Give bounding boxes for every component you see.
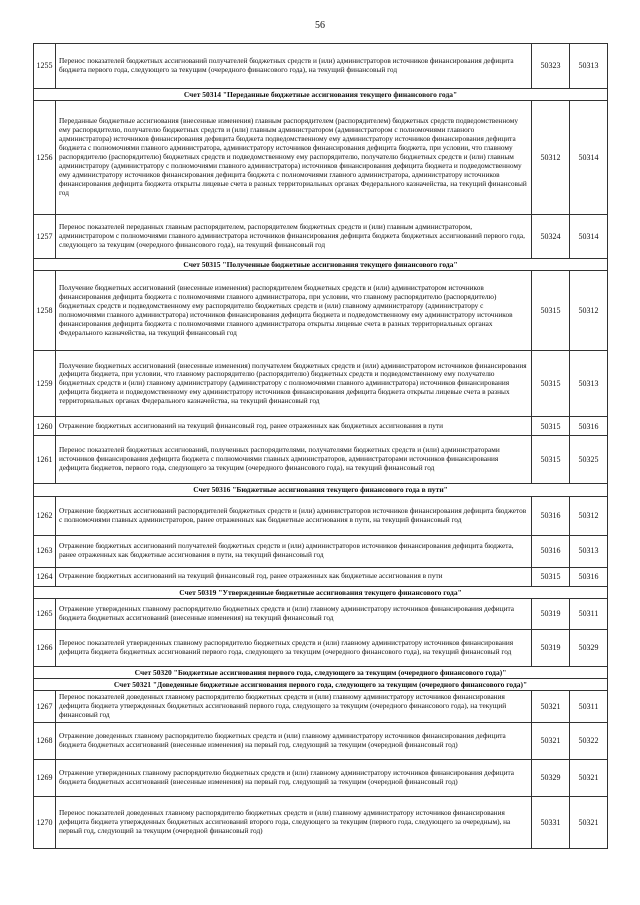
credit-account: 50313: [570, 351, 608, 417]
section-title: Счет 50321 "Доведенные бюджетные ассигнования первого года, следующего за текущим (очередного финансового года)": [34, 679, 608, 691]
entry-number: 1258: [34, 271, 56, 351]
section-header-row: [34, 679, 608, 691]
credit-account: 50311: [570, 691, 608, 723]
entry-description: Перенос показателей бюджетных ассигнований получателей бюджетных средств и (или) администраторов источников финансирования дефицита бюджета первого года, следующего за текущим (очередного финансового года), на текущий финансовый год: [56, 44, 532, 89]
section-title: Счет 50320 "Бюджетные ассигнования первого года, следующего за текущим (очередного финансового года)": [34, 666, 608, 678]
entry-number: 1257: [34, 215, 56, 259]
entry-description: Отражение бюджетных ассигнований на текущий финансовый год, ранее отраженных как бюджетных ассигнования в пути: [56, 417, 532, 436]
debit-account: 50316: [532, 496, 570, 535]
credit-account: 50316: [570, 417, 608, 436]
debit-account: 50321: [532, 691, 570, 723]
entry-number: 1269: [34, 760, 56, 797]
table-row: [34, 567, 608, 586]
table-row: [34, 629, 608, 666]
table-row: [34, 436, 608, 484]
entry-description: Перенос показателей доведенных главному распорядителю бюджетных средств и (или) главному администратору источников финансирования дефицита бюджета утвержденных бюджетных ассигнований второго года, следующего за текущим (первого года, следующего за очередным), на первый год, следующий за текущим (очередной финансовый год): [56, 797, 532, 849]
debit-account: 50324: [532, 215, 570, 259]
entry-number: 1270: [34, 797, 56, 849]
entry-number: 1264: [34, 567, 56, 586]
debit-account: 50315: [532, 351, 570, 417]
page-number: 56: [315, 20, 325, 31]
credit-account: 50314: [570, 101, 608, 215]
table-row: [34, 535, 608, 567]
debit-account: 50331: [532, 797, 570, 849]
credit-account: 50321: [570, 760, 608, 797]
entry-description: Отражение бюджетных ассигнований на текущий финансовый год, ранее отраженных как бюджетные ассигнования в пути: [56, 567, 532, 586]
credit-account: 50314: [570, 215, 608, 259]
entry-description: Перенос показателей бюджетных ассигнований, полученных распорядителями, получателями бюджетных средств и (или) администраторами источников финансирования дефицита бюджета с полномочиями главных администраторов, администраторами источников финансирования дефицита бюджетов, первого года, следующего за текущим (очередного финансового года), на текущий финансовый год: [56, 436, 532, 484]
entry-number: 1255: [34, 44, 56, 89]
credit-account: 50325: [570, 436, 608, 484]
table-row: [34, 760, 608, 797]
debit-account: 50312: [532, 101, 570, 215]
entry-number: 1266: [34, 629, 56, 666]
entry-number: 1259: [34, 351, 56, 417]
entry-number: 1260: [34, 417, 56, 436]
section-title: Счет 50319 "Утвержденные бюджетные ассигнования текущего финансового года": [34, 586, 608, 598]
entry-number: 1265: [34, 598, 56, 629]
debit-account: 50315: [532, 417, 570, 436]
debit-account: 50315: [532, 567, 570, 586]
credit-account: 50312: [570, 271, 608, 351]
debit-account: 50319: [532, 629, 570, 666]
table-row: [34, 215, 608, 259]
entry-description: Переданные бюджетные ассигнования (внесенные изменения) главным распорядителем (распорядителем) бюджетных средств подведомственному ему распорядителю, получателю бюджетных средств и (или) главным администратором (администратором с полномочиями главного администратора) источников финансирования дефицита бюджета подведомственному ему администратору источников финансирования дефицита бюджета с полномочиями главного администратора, администратору источников финансирования дефицита бюджета, при условии, что главному распорядителю (распорядителю) бюджетных средств и подведомственному ему распорядителю, получателю бюджетных средств и (или) главным администратору (администратору с полномочиями главного администратора) источников финансирования дефицита бюджета и подведомственному ему администратору источников финансирования дефицита бюджета с полномочиями главного администратора, администратору источников финансирования дефицита бюджета открыты лицевые счета в разных территориальных органах Федерального казначейства, на текущий финансовый год: [56, 101, 532, 215]
section-title: Счет 50316 "Бюджетные ассигнования текущего финансового года в пути": [34, 484, 608, 496]
debit-account: 50319: [532, 598, 570, 629]
credit-account: 50316: [570, 567, 608, 586]
section-header-row: [34, 586, 608, 598]
table-row: [34, 271, 608, 351]
credit-account: 50322: [570, 723, 608, 760]
credit-account: 50312: [570, 496, 608, 535]
section-header-row: [34, 666, 608, 678]
table-row: [34, 797, 608, 849]
entry-number: 1261: [34, 436, 56, 484]
debit-account: 50329: [532, 760, 570, 797]
table-row: [34, 496, 608, 535]
debit-account: 50316: [532, 535, 570, 567]
debit-account: 50315: [532, 271, 570, 351]
entry-description: Перенос показателей доведенных главному распорядителю бюджетных средств и (или) главному администратору источников финансирования дефицита бюджета утвержденных бюджетных ассигнований первого года, следующего за текущим (очередного финансового года), на текущий финансовый год: [56, 691, 532, 723]
entry-number: 1263: [34, 535, 56, 567]
entry-number: 1262: [34, 496, 56, 535]
debit-account: 50315: [532, 436, 570, 484]
section-title: Счет 50314 "Переданные бюджетные ассигнования текущего финансового года": [34, 89, 608, 101]
entry-description: Перенос показателей утвержденных главному распорядителю бюджетных средств и (или) главному администратору источников финансирования дефицита бюджета бюджетных ассигнований первого года, следующего за текущим (очередного финансового года), на текущий финансовый год: [56, 629, 532, 666]
table-row: [34, 351, 608, 417]
table-row: [34, 417, 608, 436]
table-row: [34, 691, 608, 723]
table-row: [34, 723, 608, 760]
section-header-row: [34, 484, 608, 496]
entry-description: Получение бюджетных ассигнований (внесенные изменения) распорядителем бюджетных средств и (или) администратором источников финансирования дефицита бюджета с полномочиями главного администратора, при условии, что главному распорядителю (распорядителю) бюджетных средств и подведомственному ему распорядителю бюджетных средств и (или) главному администратору (администратору с полномочиями главного администратора) источников финансирования дефицита бюджета и подведомственному ему администратору источников финансирования дефицита бюджета с полномочиями главного администратора открыты лицевые счета в разных территориальных органах Федерального казначейства, на текущий финансовый год: [56, 271, 532, 351]
table-row: [34, 101, 608, 215]
debit-account: 50323: [532, 44, 570, 89]
credit-account: 50329: [570, 629, 608, 666]
table-row: [34, 44, 608, 89]
entry-number: 1267: [34, 691, 56, 723]
section-title: Счет 50315 "Полученные бюджетные ассигнования текущего финансового года": [34, 259, 608, 271]
section-header-row: [34, 89, 608, 101]
credit-account: 50311: [570, 598, 608, 629]
entry-description: Перенос показателей переданных главным распорядителем, распорядителем бюджетных средств и (или) главным администратором, администратором с полномочиями главного администратора источников финансирования дефицита бюджета бюджетных ассигнований первого года, следующего за текущим (очередного финансового года), на текущий финансовый год: [56, 215, 532, 259]
section-header-row: [34, 259, 608, 271]
entry-description: Отражение утвержденных главному распорядителю бюджетных средств и (или) главному администратору источников финансирования дефицита бюджета бюджетных ассигнований (внесенные изменения) на текущий финансовый год: [56, 598, 532, 629]
entry-number: 1256: [34, 101, 56, 215]
entry-description: Отражение бюджетных ассигнований получателей бюджетных средств и (или) администраторов источников финансирования дефицита бюджета, ранее отраженных как бюджетные ассигнования в пути, на текущий финансовый год: [56, 535, 532, 567]
entry-description: Отражение доведенных главному распорядителю бюджетных средств и (или) главному администратору источников финансирования дефицита бюджета бюджетных ассигнований (внесенные изменения) на первый год, следующий за текущим (очередной финансовый год): [56, 723, 532, 760]
entry-description: Отражение бюджетных ассигнований распорядителей бюджетных средств и (или) администраторов источников финансирования дефицита бюджетов с полномочиями главных администраторов, ранее отраженных как бюджетные ассигнования в пути, на текущий финансовый год: [56, 496, 532, 535]
accounting-entries-table: [33, 43, 608, 849]
debit-account: 50321: [532, 723, 570, 760]
credit-account: 50313: [570, 44, 608, 89]
entry-description: Отражение утвержденных главному распорядителю бюджетных средств и (или) главному администратору источников финансирования дефицита бюджета бюджетных ассигнований (внесенные изменения) на первый год, следующий за текущим (очередной финансовый год): [56, 760, 532, 797]
table-row: [34, 598, 608, 629]
credit-account: 50321: [570, 797, 608, 849]
entry-description: Получение бюджетных ассигнований (внесенные изменения) получателем бюджетных средств и (или) администратором источников финансирования дефицита бюджета, при условии, что главному распорядителю (распорядителю) бюджетных средств и подведомственному ему получателю бюджетных средств и (или) главному администратору (администратору с полномочиями главного администратора) источников финансирования дефицита бюджета и подведомственному ему администратору источников финансирования дефицита бюджета открыты лицевые счета в разных территориальных органах Федерального казначейства, на текущий финансовый год: [56, 351, 532, 417]
entry-number: 1268: [34, 723, 56, 760]
credit-account: 50313: [570, 535, 608, 567]
